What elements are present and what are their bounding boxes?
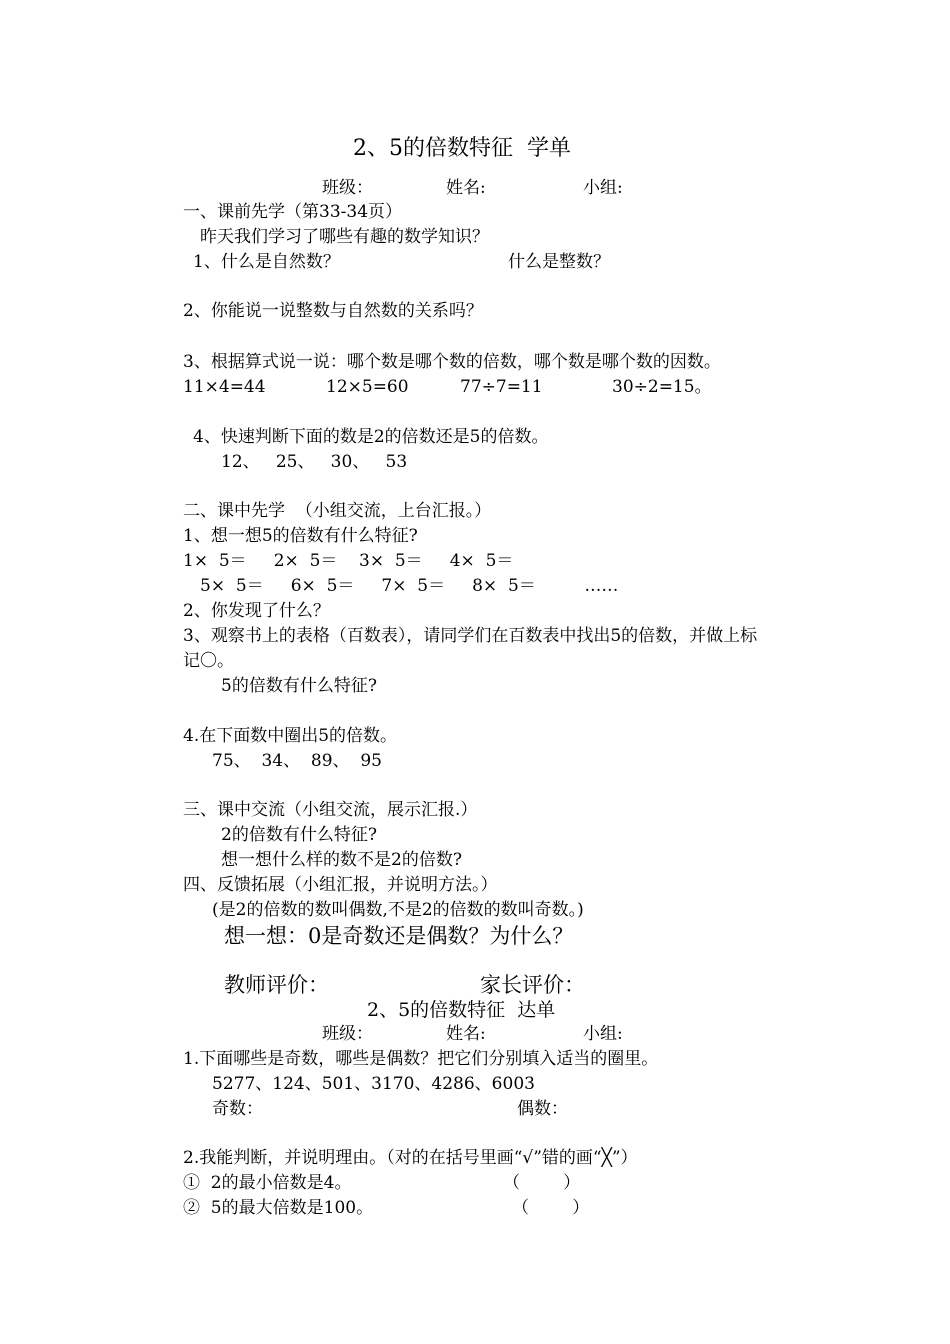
intro-question: 昨天我们学习了哪些有趣的数学知识？ bbox=[200, 227, 489, 247]
judge-item-1: ① 2的最小倍数是4。 bbox=[183, 1173, 352, 1193]
odd-even-definition: (是2的倍数的数叫偶数,不是2的倍数的数叫奇数。) bbox=[212, 900, 584, 920]
question-quick-judge: 4、快速判断下面的数是2的倍数还是5的倍数。 bbox=[193, 427, 549, 447]
circle-numbers: 75、 34、 89、 95 bbox=[212, 751, 382, 771]
odd-label: 奇数： bbox=[212, 1099, 263, 1119]
multiplication-row-1: 1× 5＝ 2× 5＝ 3× 5＝ 4× 5＝ bbox=[183, 551, 514, 571]
equation-1: 11×4=44 bbox=[183, 377, 266, 397]
question-natural-number: 1、什么是自然数？ bbox=[193, 252, 340, 272]
section-heading-1: 一、课前先学（第33-34页） bbox=[183, 202, 403, 222]
equation-3: 77÷7=11 bbox=[460, 377, 543, 397]
equation-4: 30÷2=15。 bbox=[612, 377, 712, 397]
question-five-feature-sub: 5的倍数有什么特征? bbox=[221, 676, 377, 696]
quick-judge-numbers: 12、 25、 30、 53 bbox=[221, 452, 408, 472]
teacher-evaluation-label: 教师评价： bbox=[224, 973, 329, 997]
question-five-feature: 1、想一想5的倍数有什么特征? bbox=[183, 526, 418, 546]
question-circle-multiples: 4.在下面数中圈出5的倍数。 bbox=[183, 726, 398, 746]
question-multiples-factors: 3、根据算式说一说：哪个数是哪个数的倍数，哪个数是哪个数的因数。 bbox=[183, 352, 721, 372]
odd-even-numbers: 5277、124、501、3170、4286、6003 bbox=[212, 1074, 535, 1094]
question-discovery: 2、你发现了什么？ bbox=[183, 601, 330, 621]
practice-name-label: 姓名: bbox=[446, 1024, 486, 1044]
judge-item-2-answer[interactable]: （ ） bbox=[512, 1198, 590, 1218]
practice-question-1: 1.下面哪些是奇数，哪些是偶数？把它们分别填入适当的圈里。 bbox=[183, 1049, 659, 1069]
group-label: 小组: bbox=[583, 178, 623, 198]
question-relation: 2、你能说一说整数与自然数的关系吗？ bbox=[183, 301, 483, 321]
practice-class-label: 班级： bbox=[322, 1024, 373, 1044]
parent-evaluation-label: 家长评价： bbox=[480, 973, 585, 997]
question-integer: 什么是整数？ bbox=[508, 252, 610, 272]
even-label: 偶数： bbox=[517, 1099, 568, 1119]
equation-2: 12×5=60 bbox=[326, 377, 409, 397]
practice-question-2: 2.我能判断，并说明理由。（对的在括号里画“√”错的画“╳”） bbox=[183, 1148, 638, 1168]
section-heading-4: 四、反馈拓展（小组汇报，并说明方法。） bbox=[183, 875, 498, 895]
multiplication-row-2: 5× 5＝ 6× 5＝ 7× 5＝ 8× 5＝ …… bbox=[200, 576, 619, 596]
name-label: 姓名: bbox=[446, 178, 486, 198]
page-title: 2、5的倍数特征 学单 bbox=[353, 136, 571, 161]
section-heading-3: 三、课中交流（小组交流，展示汇报.） bbox=[183, 800, 478, 820]
section-heading-2: 二、课中先学 （小组交流，上台汇报。） bbox=[183, 501, 492, 521]
zero-odd-even-question: 想一想：0是奇数还是偶数？为什么？ bbox=[224, 924, 574, 948]
practice-group-label: 小组: bbox=[583, 1024, 623, 1044]
question-two-feature: 2的倍数有什么特征? bbox=[221, 825, 377, 845]
judge-item-2: ② 5的最大倍数是100。 bbox=[183, 1198, 374, 1218]
question-not-two-multiple: 想一想什么样的数不是2的倍数? bbox=[221, 850, 462, 870]
judge-item-1-answer[interactable]: （ ） bbox=[503, 1173, 581, 1193]
question-hundred-chart-line2: 记〇。 bbox=[183, 651, 234, 671]
practice-title: 2、5的倍数特征 达单 bbox=[367, 999, 556, 1021]
question-hundred-chart-line1: 3、观察书上的表格（百数表），请同学们在百数表中找出5的倍数，并做上标 bbox=[183, 626, 758, 646]
class-label: 班级： bbox=[322, 178, 373, 198]
